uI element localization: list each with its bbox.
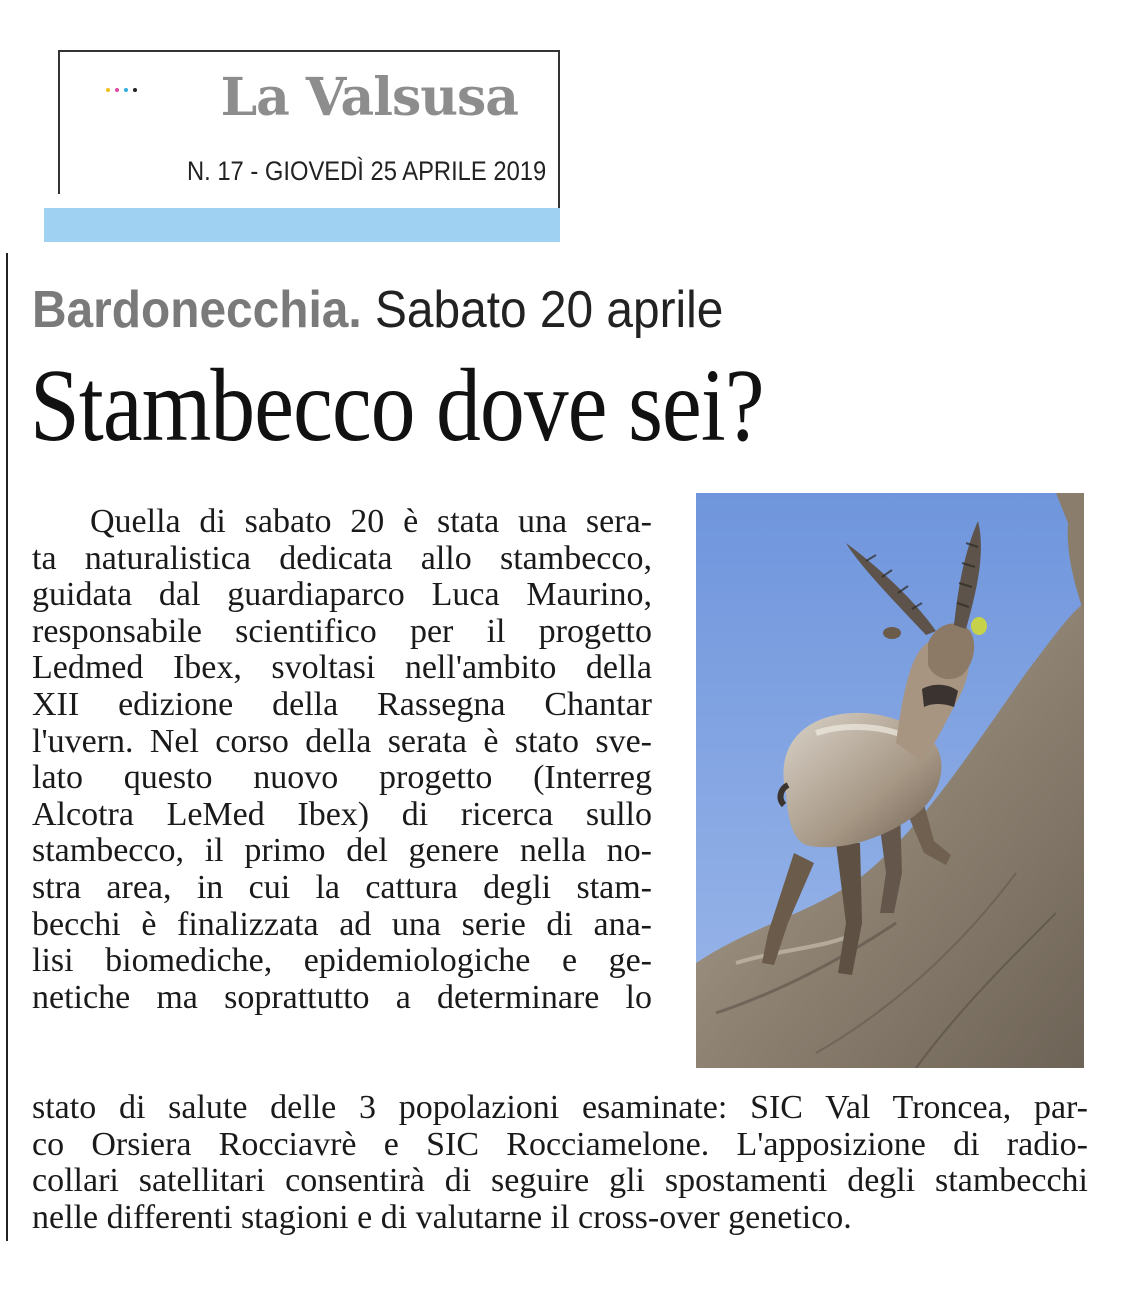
ibex-photo [696, 493, 1084, 1068]
kicker-date: Sabato 20 aprile [374, 281, 724, 339]
body-line: stambecco, il primo del genere nella no- [32, 832, 652, 870]
article-left-rule [6, 253, 8, 1241]
body-line: lisi biomediche, epidemiologiche e ge- [32, 942, 652, 980]
masthead [44, 50, 560, 242]
body-line: guidata dal guardiaparco Luca Maurino, [32, 576, 652, 614]
issue-date: N. 17 - GIOVEDÌ 25 APRILE 2019 [186, 156, 546, 186]
article-body-wide [32, 1090, 1088, 1236]
print-registration-dots [106, 88, 146, 94]
body-line: netiche ma soprattutto a determinare lo [32, 978, 652, 1016]
masthead-border-right [558, 50, 560, 208]
newspaper-title: La Valsusa [220, 67, 518, 128]
body-line: Ledmed Ibex, svoltasi nell'ambito della [32, 649, 652, 687]
body-line: XII edizione della Rassegna Chantar [32, 685, 652, 723]
body-line: collari satellitari consentirà di seguire gli spostamenti degli stambecchi [32, 1162, 1088, 1200]
masthead-color-band [44, 208, 560, 242]
masthead-border-left [58, 50, 60, 194]
body-line: stra area, in cui la cattura degli stam- [32, 868, 652, 906]
body-line: Alcotra LeMed Ibex) di ricerca sullo [32, 795, 652, 833]
body-line: co Orsiera Rocciavrè e SIC Rocciamelone. L'apposizione di radio- [32, 1125, 1088, 1163]
body-line: nelle differenti stagioni e di valutarne il cross-over genetico. [32, 1198, 852, 1236]
body-line: becchi è finalizzata ad una serie di ana- [32, 905, 652, 943]
body-line: l'uvern. Nel corso della serata è stato sve- [32, 722, 652, 760]
body-line: lato questo nuovo progetto (Interreg [32, 759, 652, 797]
body-line: responsabile scientifico per il progetto [32, 612, 652, 650]
article-body-narrow [32, 504, 652, 1016]
masthead-border-top [58, 50, 560, 52]
body-line: stato di salute delle 3 popolazioni esaminate: SIC Val Troncea, par- [32, 1089, 1088, 1126]
kicker-place: Bardonecchia. [32, 281, 362, 339]
article-kicker [32, 281, 724, 339]
article-headline: Stambecco dove sei? [30, 348, 764, 463]
body-line: Quella di sabato 20 è stata una sera- [90, 503, 652, 540]
body-line: ta naturalistica dedicata allo stambecco, [32, 539, 652, 577]
